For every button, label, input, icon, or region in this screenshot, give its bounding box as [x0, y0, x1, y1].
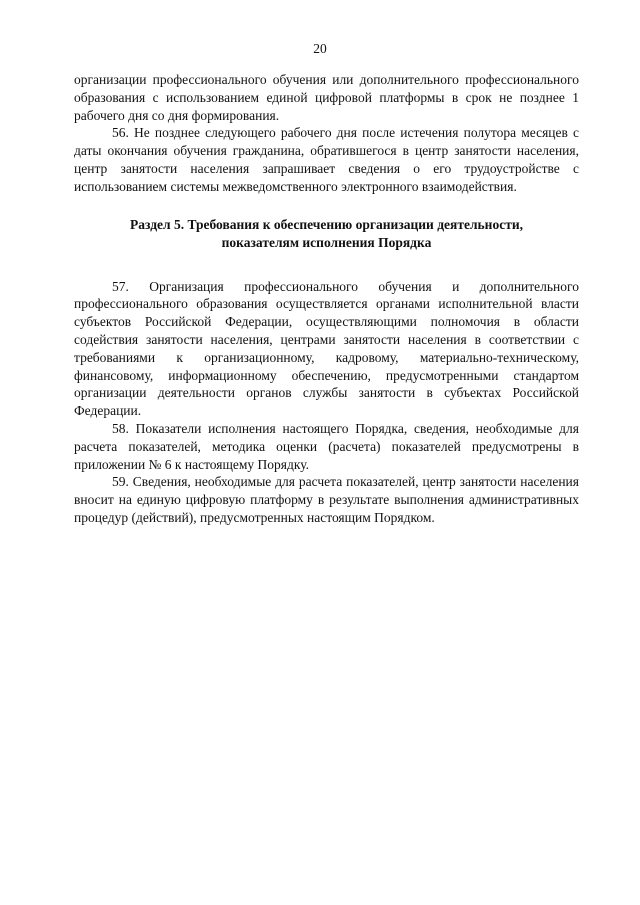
section-title-line-2: показателям исполнения Порядка	[221, 234, 432, 250]
paragraph-59: 59. Сведения, необходимые для расчета показателей, центр занятости населения вносит на единую цифровую платформу в результате выполнения административных процедур (действий), предусмотренных настоящим Порядком.	[74, 474, 579, 525]
section-heading	[74, 216, 579, 252]
paragraph-57: 57. Организация профессионального обучения и дополнительного профессионального образования осуществляется органами исполнительной власти субъектов Российской Федерации, осуществляющими полномочия в области содействия занятости населения, центрами занятости населения в соответствии с требованиями к организационному, кадровому, материально-техническому, финансовому, информационному обеспечению, предусмотренными стандартом организации деятельности органов службы занятости в субъектах Российской Федерации.	[74, 278, 579, 419]
paragraph-58: 58. Показатели исполнения настоящего Порядка, сведения, необходимые для расчета показателей, методика оценки (расчета) показателей предусмотрены в приложении № 6 к настоящему Порядку.	[74, 420, 579, 472]
paragraph-56: 56. Не позднее следующего рабочего дня после истечения полутора месяцев с даты окончания обучения гражданина, обратившегося в центр занятости населения, центр занятости населения запрашивает сведения о его трудоустройстве с использованием системы межведомственного электронного взаимодействия.	[74, 125, 579, 194]
paragraph-continuation: организации профессионального обучения или дополнительного профессионального образования с использованием единой цифровой платформы в срок не позднее 1 рабочего дня со дня формирования.	[74, 72, 579, 123]
document-body	[74, 71, 579, 527]
section-title-line-1: Раздел 5. Требования к обеспечению организации деятельности,	[130, 216, 523, 232]
page-number: 20	[313, 41, 327, 56]
